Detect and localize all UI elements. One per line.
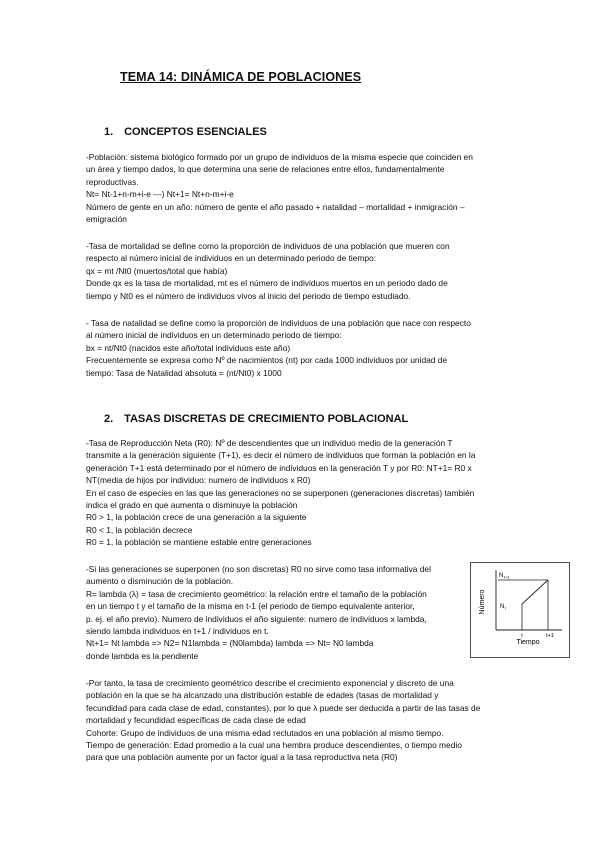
text-line: población en la que se ha alcanzado una distribución estable de edades (tasas de mortalidad y <box>86 690 439 701</box>
paragraph-natalidad <box>86 317 518 379</box>
text-line: indica el grado en que aumenta o disminuye la población <box>86 500 298 511</box>
x-axis-label: Tiempo <box>516 639 540 646</box>
text-line: un área y tiempo dados, lo que determina una serie de relaciones entre ellos, fundamentalmente <box>86 164 445 175</box>
text-line: En el caso de especies en las que las generaciones no se superponen (generaciones discretas) también <box>86 487 475 498</box>
paragraph-poblacion <box>86 151 518 225</box>
section-1-title: CONCEPTOS ESENCIALES <box>124 126 267 138</box>
text-line: bx = nt/Nt0 (nacidos este año/total individuos este año) <box>86 342 291 353</box>
label-nt-subscript: t <box>505 605 507 611</box>
text-line: al número inicial de individuos en un determinado periodo de tiempo: <box>86 330 342 341</box>
text-line: Número de gente en un año: número de gente el año pasado + natalidad – mortalidad + inmigración – <box>86 201 465 212</box>
text-line: Cohorte: Grupo de individuos de una misma edad reclutados en una población al mismo tiempo. <box>86 727 444 738</box>
text-line: tiempo: Tasa de Natalidad absoluta = (nt/Nt0) x 1000 <box>86 367 282 378</box>
paragraph-reproduccion-neta <box>86 437 518 549</box>
section-1-number: 1. <box>104 126 114 138</box>
page-title: TEMA 14: DINÁMICA DE POBLACIONES <box>120 70 362 84</box>
text-line: generación T+1 está determinado por el número de individuos en la generación T y por R0: NT+1= R0 x <box>86 462 472 473</box>
text-line: emigración <box>86 214 127 225</box>
text-line: Nt= Nt-1+n-m+i-e ---) Nt+1= Nt+n-m+i-e <box>86 189 234 200</box>
label-nt: N <box>500 604 505 610</box>
text-line: fecundidad para cada clase de edad, constantes), por lo que λ puede ser deducida a partir de las tasas de <box>86 702 481 713</box>
paragraph-mortalidad <box>86 240 518 302</box>
text-line: Frecuentemente se expresa como Nº de nacimientos (nt) por cada 1000 individuos por unidad de <box>86 355 448 366</box>
text-line: -Tasa de Reproducción Neta (R0): Nº de descendientes que un individuo medio de la generación T <box>86 438 453 448</box>
text-line: NT(media de hijos por individuo: numero de individuos x R0) <box>86 475 311 486</box>
text-line: Tiempo de generación: Edad promedio a la cual una hembra produce descendientes, o tiempo medio <box>86 740 462 751</box>
text-line: mortalidad y fecundidad específicas de cada clase de edad <box>86 715 306 726</box>
text-line: R0 > 1, la población crece de una generación a la siguiente <box>86 512 307 523</box>
text-line: reproductivas. <box>86 176 139 187</box>
text-line: Nt+1= Nt lambda => N2= N1lambda = (N0lambda) lambda => Nt= N0 lambda <box>86 638 374 649</box>
text-line: para que una población aumente por un factor igual a la tasa reproductiva neta (R0) <box>86 752 398 763</box>
text-line: Donde qx es la tasa de mortalidad, mt es el número de individuos muertos en un periodo dado de <box>86 278 448 289</box>
tick-label-t: t <box>521 633 523 639</box>
text-line: -Si las generaciones se superponen (no son discretas) R0 no sirve como tasa informativa del <box>86 564 431 574</box>
text-line: siendo lambda individuos en t+1 / individuos en t. <box>86 626 269 637</box>
text-line: - Tasa de natalidad se define como la proporción de individuos de una población que nace con respecto <box>86 318 471 328</box>
paragraph-lambda <box>86 563 466 662</box>
text-line: R0 < 1, la población decrece <box>86 524 193 535</box>
text-line: p. ej. el año previo). Numero de individuos el año siguiente: numero de individuos x lambda, <box>86 613 427 624</box>
text-line: aumento o disminución de la población. <box>86 576 234 587</box>
text-line: donde lambda es la pendiente <box>86 650 199 661</box>
text-line: transmite a la generación siguiente (T+1), es decir el número de individuos que forman la población en la <box>86 450 476 461</box>
text-line: respecto al número inicial de individuos en un determinado periodo de tiempo: <box>86 253 377 264</box>
text-line: R0 = 1, la población se mantiene estable entre generaciones <box>86 537 312 548</box>
text-line: qx = mt /Nt0 (muertos/total que había) <box>86 265 228 276</box>
section-2-title: TASAS DISCRETAS DE CRECIMIENTO POBLACIONAL <box>124 413 409 425</box>
text-line: en un tiempo t y el tamaño de la misma en t-1 (el periodo de tiempo equivalente anterior, <box>86 601 415 612</box>
section-2-number: 2. <box>104 413 114 425</box>
label-nt1: N <box>499 573 504 579</box>
paragraph-crecimiento-geometrico <box>86 677 518 764</box>
y-axis-label: Número <box>479 589 486 615</box>
section-1-heading <box>104 126 267 138</box>
label-nt1-subscript: t+1 <box>504 574 510 580</box>
text-line: R= lambda (λ) = tasa de crecimiento geométrico: la relación entre el tamaño de la población <box>86 588 427 599</box>
text-line: -Población: sistema biológico formado por un grupo de individuos de la misma especie que coinciden en <box>86 152 473 162</box>
population-growth-figure <box>470 562 570 658</box>
text-line: tiempo y Nt0 es el número de individuos vivos al inicio del periodo de tiempo estudiado. <box>86 290 411 301</box>
text-line: -Tasa de mortalidad se define como la proporción de individuos de una población que mueren con <box>86 241 450 251</box>
section-2-heading <box>104 413 408 425</box>
tick-label-t1: t+1 <box>546 633 554 639</box>
text-line: -Por tanto, la tasa de crecimiento geométrico describe el crecimiento exponencial y discreto de una <box>86 678 454 688</box>
growth-slope-line <box>522 580 548 604</box>
